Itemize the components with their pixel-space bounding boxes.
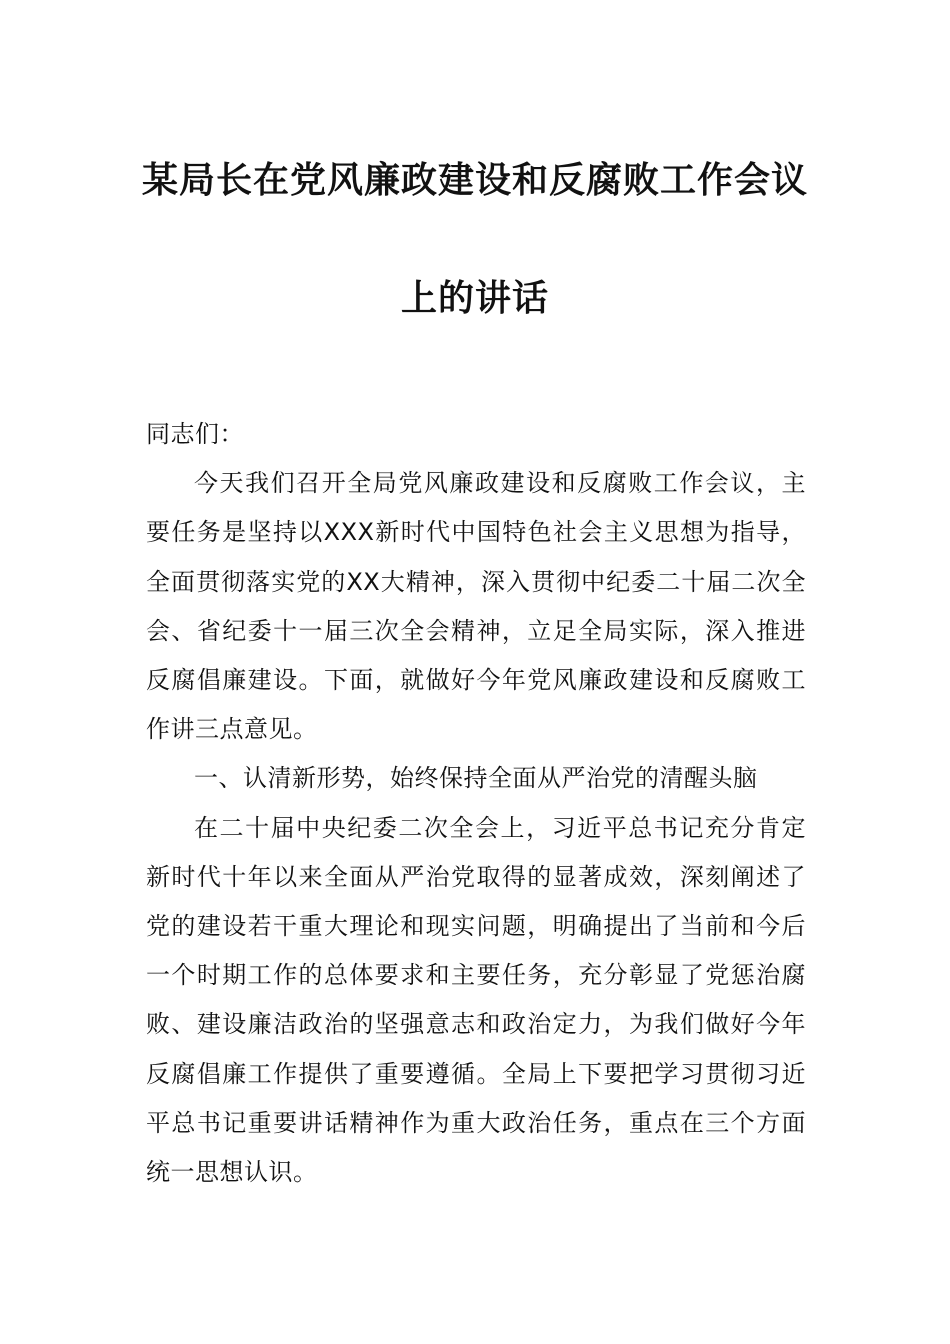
document-title-line-1: 某局长在党风廉政建设和反腐败工作会议 xyxy=(141,159,808,201)
salutation: 同志们： xyxy=(146,420,244,448)
paragraph-section-1: 在二十届中央纪委二次全会上，习近平总书记充分肯定新时代十年以来全面从严治党取得的显著成效，深刻阐述了党的建设若干重大理论和现实问题，明确提出了当前和今后一个时期工作的总体要求和主要任务，充分彰显了党惩治腐败、建设廉洁政治的坚强意志和政治定力，为我们做好今年反腐倡廉工作提供了重要遵循。全局上下要把学习贯彻习近平总书记重要讲话精神作为重大政治任务，重点在三个方面统一思想认识。 xyxy=(146,813,806,1187)
document-body xyxy=(146,410,806,1197)
section-heading-1: 一、认清新形势，始终保持全面从严治党的清醒头脑 xyxy=(194,764,758,793)
document-title-line-2: 上的讲话 xyxy=(400,277,549,319)
paragraph-intro: 今天我们召开全局党风廉政建设和反腐败工作会议，主要任务是坚持以XXX新时代中国特色社会主义思想为指导，全面贯彻落实党的XX大精神，深入贯彻中纪委二十届二次全会、省纪委十一届三次全会精神，立足全局实际，深入推进反腐倡廉建设。下面，就做好今年党风廉政建设和反腐败工作讲三点意见。 xyxy=(146,469,806,744)
